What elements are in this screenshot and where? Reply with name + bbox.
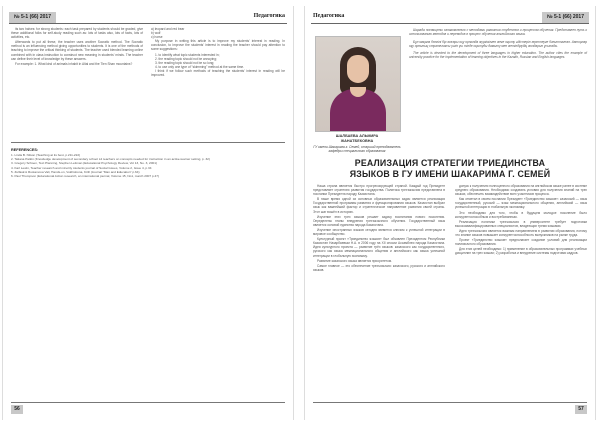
paragraph: Культурный проект «Триединство языков» был объявлен Президентом Республики Казахстан Назарбаевым Н.А. в 2006 году на XII сессии Ассамблеи народа Казахстана. Идея культурного проекта — развитие трёх языков: казахского как государственного, русского как языка межнационального общения и английского как языка успешной интеграции в глобальную экономику. [313, 237, 445, 258]
abstract-english: The article is devoted to the development of three languages in higher education. The author cites the example of university practice for the implementation of learning objectives in the Kazakh, Russian and English languages. [409, 51, 587, 60]
section-divider [11, 142, 285, 143]
references-heading: REFERENCES: [11, 148, 39, 152]
paragraph: Как отметил в своем послании Президент «Триединство языков»: казахский — язык государственный, русский — язык межнационального общения, английский — язык успешной интеграции в глобальную экономику. [455, 197, 587, 210]
page-number: 56 [11, 405, 23, 414]
paragraph: Самое главное — это обеспечение трехъязычия: казахского, русского и английского языков. [313, 263, 445, 272]
paragraph: My purpose in writing this article is to improve my students' interest in reading. In conclusion, to improve the students' interest in reading the teacher should pay attention to some suggestions: [151, 39, 285, 52]
paragraph: Реализация политики трехъязычия в университете требует подготовки высококвалифицированных специалистов, владеющих тремя языками. [455, 219, 587, 228]
reference-item: 1. Linda B. Nilson (Teaching at its best, p.211-222) [11, 153, 81, 157]
journal-section-title: Педагогика [313, 13, 345, 19]
paragraph: Для этих целей необходимо: 1) применение в образовательных программах учебных дисциплин на трех языках; 2) разработка и внедрение системы подготовки кадров. [455, 247, 587, 256]
abstract-kazakh: Бұл мақала белгілі бір жоғары оқу орнында жүргізілген жеке оқыту әдістерін зерттеуге бағытталған. Авторлар оқу орнының стратегиясы үшін үш тілде оқытуды дамыту мен жетілдірудің жолдарын ұсынады. [409, 39, 587, 48]
left-journal-page [2, 6, 294, 420]
right-column-1 [313, 184, 445, 398]
footer-divider [11, 402, 285, 403]
paragraph: Изучение иностранных языков сегодня является ключом к успешной интеграции в мировое сообщество. [313, 227, 445, 237]
reference-item: 5. Zulfasirot Rustamova Vali, Hands-on, Vokhidovna, Kirill (Journal "Man and Education" p.64) [11, 169, 140, 174]
answer-option: c) horse [151, 35, 163, 40]
left-column-2 [151, 27, 285, 78]
paragraph: Изучение этих трех языков решает задачу воспитания нового поколения. Определены этапы внедрения трехъязычного обучения. Государственный язык является основой единства народа Казахстана. [313, 214, 445, 227]
paragraph: Идея трехъязычия является важным направлением в развитии образования, потому что знание языков повышает конкурентоспособность выпускников на рынке труда. [455, 228, 587, 238]
abstracts-block [409, 28, 587, 61]
paragraph: Afterwards to put all these, the teacher uses another Socratic method. The Socratic method is an influencing method giving opportunities to students. It is one of the methods of teaching to improve the critical thinking of students. The teacher used blended learning online combined with in class instruction to construct new meaning in students' minds. The teacher can define their level of knowledge by these answers. [11, 40, 143, 61]
paragraph: Проект «Триединство языков» предполагает создание условий для реализации полиязычного образования. [455, 238, 587, 247]
suggestion-item: 4. to use only one type of "skimming" method at the same time. [155, 64, 245, 69]
issue-number-badge: № 5-1 (66) 2017 [542, 12, 589, 23]
footer-divider [313, 402, 587, 403]
left-page-header [9, 12, 287, 24]
paragraph: For example: 1. What kind of animals inhabit in Altai and the Tien Shan mountains? [15, 61, 133, 66]
article-title: РЕАЛИЗАЦИЯ СТРАТЕГИИ ТРИЕДИНСТВА ЯЗЫКОВ В ГУ ИМЕНИ ШАКАРИМА Г. СЕМЕЙ [349, 158, 551, 179]
reference-item: 6. Paul Thompson (Educational Action research, an international journal, Volume 15, No1, march 2007 p.47) [11, 174, 160, 179]
author-affiliation: ГУ имени Шакарима г. Семей, старший преподаватель кафедры специального образования [313, 145, 401, 154]
answer-option: a) leopard and red bear [151, 27, 185, 31]
suggestion-item: 2. the reading topic should not be annoying; [155, 56, 217, 61]
paragraph: допуск к получению полноценного образования на английском языке ранее в системе среднего образования. Необходимо создавать условия для получения знаний на трех языках, обеспечить взаимодействие всех участников процесса. [455, 184, 587, 197]
right-journal-page [304, 6, 596, 420]
answer-option: b) wolf [151, 31, 161, 36]
paragraph: В наше время одной из основных образовательных задач является реализация Государственной программы развития и функционирования языков. Казахстан выбрал язык как важнейший фактор и стратегическое направление развития своей страны. Этот шаг вошёл в историю. [313, 197, 445, 214]
references-section [11, 146, 285, 178]
right-page-header [311, 12, 589, 24]
reference-item: 4. Karl Lewin, Teacher research and minority students journal of Social Issues, Volume 2, Issue 4, p.34 [11, 165, 152, 170]
suggestion-item: 1. to identify what topic students interested in; [155, 52, 220, 57]
author-name: ШАЛБАЕВА АЛЬМИРА ЖАНАТБЕКОВНА [335, 134, 379, 143]
author-photo [315, 36, 401, 132]
journal-section-title: Педагогика [253, 13, 285, 19]
references-list [11, 153, 285, 178]
suggestion-item: 3. the reading topic should not be so long; [155, 60, 215, 65]
paragraph: Наша страна является быстро прогрессирующей страной. Каждый год Президент представляет стратегию развития государства. Политика трехъязычия представлена в послании Президента народу Казахстана. [313, 184, 445, 197]
paragraph: Это необходимо для того, чтобы в будущем молодое поколение было конкурентоспособным и востребованным. [455, 210, 587, 219]
abstract-russian: Шарада посвящены ознакомлению с методами развития студентов и процессом обучения. Представлен путь к использованию методов и переводов в процесс обучения английского языка. [409, 28, 587, 37]
page-number: 57 [575, 405, 587, 414]
right-column-2 [455, 184, 587, 398]
left-column-1 [11, 27, 143, 67]
paragraph: I think if we follow such methods of teaching the students' interest in reading will be improved. [151, 68, 285, 78]
paragraph: its two halves: for strong students: each task prepared by students should be graded, give these additional folks for self-study reading such as: lots of tasks also, lots of facts, lots of activities, etc. [11, 27, 143, 40]
reference-item: 3. Gregory Schoen, Text Planning, Stephen Leitman (Educational Psychology Review, Vol 13, No. 3, 2001) [11, 161, 157, 166]
reference-item: 2. Tatiana Patkin (Knowledge development of secondary school L2 teachers on concepts needed for instruction in an active-learner setting, p. 32) [11, 157, 210, 162]
paragraph: Развитие казахского языка является приоритетом. [317, 258, 392, 263]
issue-number-badge: № 5-1 (66) 2017 [9, 12, 56, 23]
